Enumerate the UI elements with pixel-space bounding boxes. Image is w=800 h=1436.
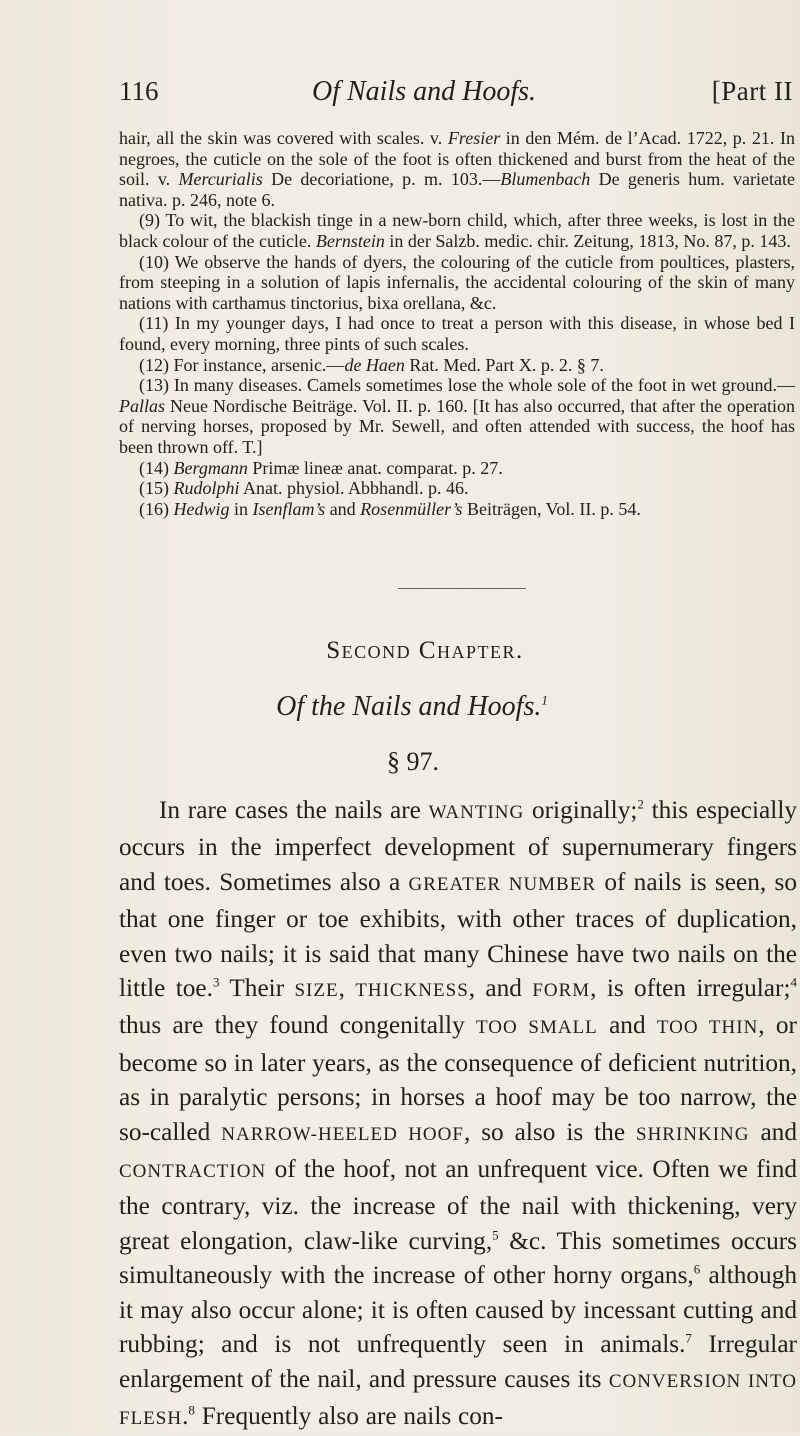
footnote-12: (12) For instance, arsenic.—de Haen Rat. Med. Part X. p. 2. § 7. (139, 354, 604, 375)
part-label: [Part II (711, 76, 793, 106)
footnote-11: (11) In my younger days, I had once to treat a person with this disease, in whose bed I found, every morning, three pints of such scales. (119, 313, 795, 354)
section-divider (398, 588, 526, 589)
body-paragraph: In rare cases the nails are WANTING originally;$^2$ this especially occurs in the imperfect development of supernumerary fingers and toes. Sometimes also a GREATER NUMBER of nails is seen, so that one finger or toe exhibits, with other traces of duplication, even two nails; it is said that many Chinese have two nails on the little toe.$^3$ Their SIZE, THICKNESS, and FORM, is often irregular;$^4$ thus are they found congenitally TOO SMALL and TOO THIN, or become so in later years, as the consequence of deficient nutrition, as in paralytic persons; in horses a hoof may be too narrow, the so-called NARROW-HEELED HOOF, so also is the SHRINKING and CONTRACTION of the hoof, not an unfrequent vice. Often we find the contrary, viz. the increase of the nail with thickening, very great elongation, claw-like curving,$^5$ &c. This sometimes occurs simultaneously with the increase of other horny organs,$^6$ although it may also occur alone; it is often caused by incessant cutting and rubbing; and is not unfrequently seen in animals.$^7$ Irregular enlargement of the nail, and pressure causes its CONVERSION INTO FLESH.$^8$ Frequently also are nails con- (119, 796, 798, 1430)
page-number: 116 (119, 76, 159, 106)
footnote-14: (14) Bergmann Primæ lineæ anat. comparat. p. 27. (139, 457, 503, 478)
running-head (119, 76, 799, 116)
footnote-10: (10) We observe the hands of dyers, the colouring of the cuticle from poultices, plasters, from steeping in a solution of lapis infernalis, the accidental colouring of the skin of many nations with carthamus tinctorius, bixa orellana, &c. (119, 251, 795, 313)
section-number: § 97. (387, 747, 439, 776)
footnote-ref: 1 (541, 692, 548, 708)
footnote-continuation: hair, all the skin was covered with scales. v. Fresier in den Mém. de l’Acad. 1722, p. 21. In negroes, the cuticle on the sole of the foot is often thickened and burst from the heat of the soil. v. Mercurialis De decoriatione, p. m. 103.—Blumenbach De generis hum. varietate nativa. p. 246, note 6. (119, 128, 795, 210)
footnotes-block (119, 128, 795, 519)
footnote-9: (9) To wit, the blackish tinge in a new-born child, which, after three weeks, is lost in the black colour of the cuticle. Bernstein in der Salzb. medic. chir. Zeitung, 1813, No. 87, p. 143. (119, 210, 795, 251)
footnote-16: (16) Hedwig in Isenflam’s and Rosenmüller’s Beiträgen, Vol. II. p. 54. (139, 498, 641, 519)
footnote-15: (15) Rudolphi Anat. physiol. Abbhandl. p. 46. (139, 478, 469, 499)
running-title: Of Nails and Hoofs. (312, 76, 537, 107)
footnote-13: (13) In many diseases. Camels sometimes lose the whole sole of the foot in wet ground.—Pallas Neue Nordische Beiträge. Vol. II. p. 160. [It has also occurred, that after the operation of nerving horses, proposed by Mr. Sewell, and often attended with success, the hoof has been thrown off. T.] (119, 375, 795, 457)
chapter-heading: Second Chapter. (326, 637, 524, 664)
chapter-subtitle: Of the Nails and Hoofs.$^1$ (276, 691, 548, 722)
